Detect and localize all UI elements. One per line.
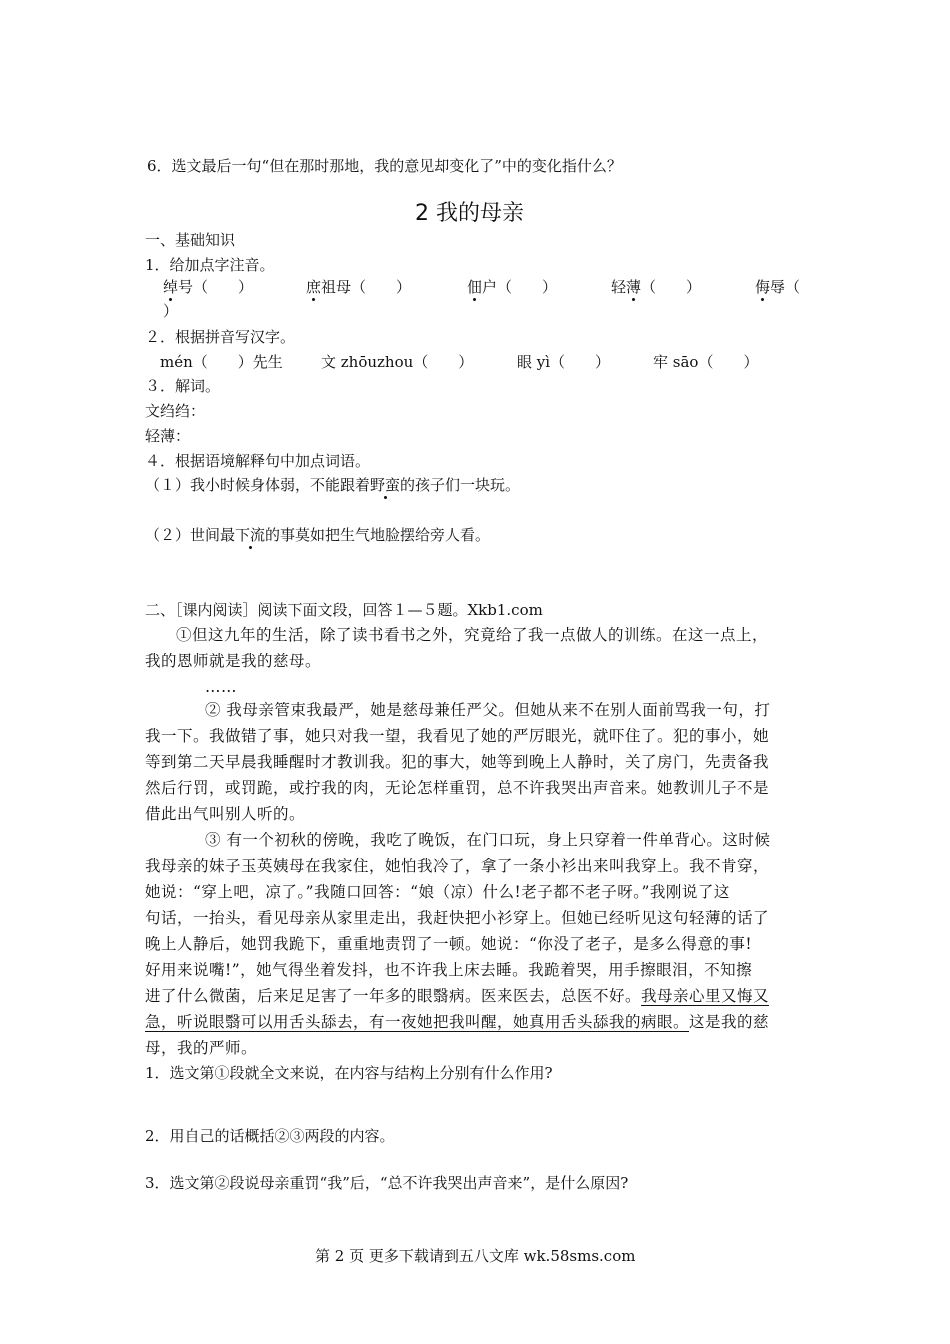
pinyin-item: 绰号（ ）: [163, 278, 254, 296]
part2-q2: 2．用自己的话概括②③两段的内容。: [145, 1127, 395, 1145]
underlined-sentence: 我母亲心里又悔又: [641, 987, 770, 1005]
passage-line: 我一下。我做错了事，她只对我一望，我看见了她的严厉眼光，就吓住了。犯的事小，她: [145, 727, 770, 745]
passage-line: ② 我母亲管束我最严，她是慈母兼任严父。但她从来不在别人面前骂我一句，打: [205, 701, 771, 719]
q3-word2: 轻薄：: [145, 427, 191, 445]
passage-line: 等到第二天早晨我睡醒时才教训我。犯的事大，她等到晚上人静时，关了房门，先责备我: [145, 753, 770, 771]
q3-word1: 文绉绉：: [145, 402, 206, 420]
pinyin-item: 佃户（ ）: [467, 278, 558, 296]
passage-line: 句话，一抬头，看见母亲从家里走出，我赶快把小衫穿上。但她已经听见这句轻薄的话了: [145, 909, 770, 927]
pinyin-wrap-paren: ）: [163, 302, 179, 320]
lesson-title: 2 我的母亲: [415, 201, 524, 226]
q4-sentence1: （１）我小时候身体弱，不能跟着野蛮的孩子们一块玩。: [145, 476, 521, 494]
hanzi-item: 眼 yì（ ）: [517, 353, 611, 371]
part2-q1: 1．选文第①段就全文来说，在内容与结构上分别有什么作用?: [145, 1064, 553, 1082]
passage-line: 母，我的严师。: [145, 1039, 258, 1057]
hanzi-item: 文 zhōuzhou（ ）: [321, 353, 474, 371]
q3-label: ３．解词。: [145, 377, 221, 395]
part2-q3: 3．选文第②段说母亲重罚“我”后，“总不许我哭出声音来”，是什么原因?: [145, 1174, 629, 1192]
q4-label: ４．根据语境解释句中加点词语。: [145, 452, 371, 470]
passage-line: 急，听说眼翳可以用舌头舔去，有一夜她把我叫醒，她真用舌头舔我的病眼。这是我的慈: [145, 1013, 770, 1031]
hanzi-item: 牢 sāo（ ）: [653, 353, 759, 371]
passage-line: 好用来说嘴!”，她气得坐着发抖，也不许我上床去睡。我跪着哭，用手擦眼泪，不知擦: [145, 961, 753, 979]
page-footer: 第 2 页 更多下载请到五八文库 wk.58sms.com: [315, 1247, 636, 1265]
passage-line: 她说：“穿上吧，凉了。”我随口回答：“娘（凉）什么!老子都不老子呀。”我刚说了这: [145, 883, 730, 901]
passage-line: 晚上人静后，她罚我跪下，重重地责罚了一顿。她说：“你没了老子，是多么得意的事!: [145, 935, 753, 953]
passage-line: ③ 有一个初秋的傍晚，我吃了晚饭，在门口玩，身上只穿着一件单背心。这时候: [205, 831, 771, 849]
passage-line: 借此出气叫别人听的。: [145, 805, 306, 823]
hanzi-item: mén（ ）先生: [160, 353, 283, 371]
q2-label: ２．根据拼音写汉字。: [145, 328, 296, 346]
passage-line: 进了什么微菌，后来足足害了一年多的眼翳病。医来医去，总医不好。我母亲心里又悔又: [145, 987, 770, 1005]
underlined-sentence: 急，听说眼翳可以用舌头舔去，有一夜她把我叫醒，她真用舌头舔我的病眼。: [145, 1013, 690, 1031]
pinyin-item: 轻薄（ ）: [611, 278, 702, 296]
passage-line: ①但这九年的生活，除了读书看书之外，究竟给了我一点做人的训练。在这一点上，: [176, 626, 769, 644]
pinyin-item: 侮辱（: [755, 278, 801, 296]
part1-heading: 一、基础知识: [145, 231, 236, 249]
prev-question-6: 6．选文最后一句“但在那时那地，我的意见却变化了”中的变化指什么？: [147, 157, 622, 175]
part2-heading: 二、［课内阅读］阅读下面文段，回答１—５题。Xkb1.com: [145, 601, 543, 619]
q1-label: 1．给加点字注音。: [145, 256, 275, 274]
passage-line: 我的恩师就是我的慈母。: [145, 652, 322, 670]
passage-line: 我母亲的妹子玉英姨母在我家住，她怕我冷了，拿了一条小衫出来叫我穿上。我不肯穿，: [145, 857, 770, 875]
passage-line: 然后行罚，或罚跪，或拧我的肉，无论怎样重罚，总不许我哭出声音来。她教训儿子不是: [145, 779, 770, 797]
pinyin-item: 庶祖母（ ）: [306, 278, 412, 296]
passage-ellipsis: ……: [205, 678, 237, 696]
q4-sentence2: （２）世间最下流的事莫如把生气地脸摆给旁人看。: [145, 526, 491, 544]
